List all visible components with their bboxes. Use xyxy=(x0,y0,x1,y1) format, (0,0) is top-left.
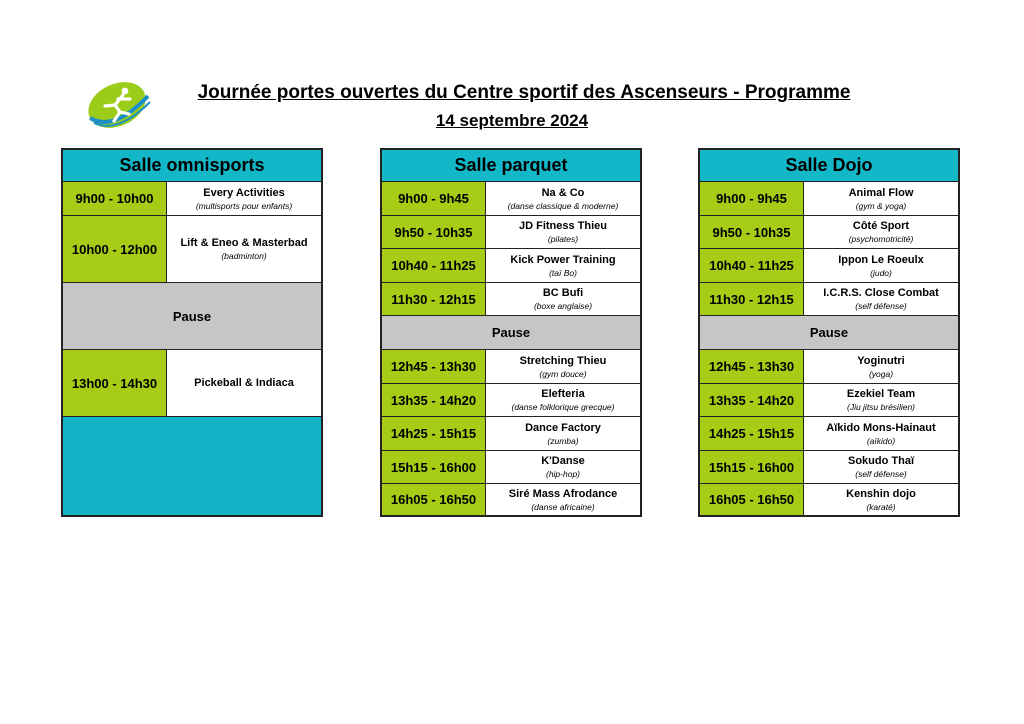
schedule-row xyxy=(382,216,640,249)
activity-detail: (judo) xyxy=(870,267,892,278)
schedule-row xyxy=(700,182,958,216)
schedule-row xyxy=(700,484,958,515)
activity-cell xyxy=(486,484,640,515)
time-slot: 11h30 - 12h15 xyxy=(700,283,804,315)
schedule-row xyxy=(382,417,640,451)
activity-cell xyxy=(804,484,958,515)
activity-name: Siré Mass Afrodance xyxy=(508,487,618,500)
activity-name: Sokudo Thaï xyxy=(848,455,914,467)
time-slot: 13h35 - 14h20 xyxy=(382,384,486,416)
activity-cell xyxy=(804,451,958,483)
schedule-row xyxy=(63,216,321,283)
activity-cell xyxy=(486,417,640,450)
activity-name: Kick Power Training xyxy=(510,253,616,266)
activity-name: Animal Flow xyxy=(848,186,914,199)
time-slot: 15h15 - 16h00 xyxy=(382,451,486,483)
time-slot: 15h15 - 16h00 xyxy=(700,451,804,483)
activity-detail: (yoga) xyxy=(868,368,894,379)
activity-name: Kenshin dojo xyxy=(846,487,916,500)
activity-detail: (self défense) xyxy=(855,469,907,479)
activity-cell xyxy=(804,417,958,450)
activity-cell xyxy=(804,249,958,282)
activity-detail: (pilates) xyxy=(547,234,579,244)
activity-cell xyxy=(167,216,321,282)
time-slot: 13h35 - 14h20 xyxy=(700,384,804,416)
activity-name: BC Bufi xyxy=(542,287,584,299)
activity-detail: (hip-hop) xyxy=(545,469,581,479)
schedule-row xyxy=(700,417,958,451)
schedule-row xyxy=(700,216,958,249)
time-slot: 10h40 - 11h25 xyxy=(382,249,486,282)
hall-dojo-table xyxy=(698,148,960,517)
schedule-row xyxy=(382,182,640,216)
activity-cell xyxy=(804,350,958,383)
time-slot: 14h25 - 15h15 xyxy=(700,417,804,450)
activity-detail: (badminton) xyxy=(221,251,267,261)
activity-cell xyxy=(486,451,640,483)
activity-name: JD Fitness Thieu xyxy=(518,220,608,232)
activity-name: Elefteria xyxy=(541,388,585,400)
time-slot: 10h00 - 12h00 xyxy=(63,216,167,282)
activity-cell xyxy=(486,249,640,282)
hall-title: Salle parquet xyxy=(382,150,640,182)
activity-detail: (taï Bo) xyxy=(549,267,577,278)
schedule-row xyxy=(382,283,640,316)
activity-cell xyxy=(486,216,640,248)
activity-name: Aïkido Mons-Hainaut xyxy=(826,421,936,434)
activity-cell xyxy=(167,182,321,215)
activity-cell xyxy=(486,283,640,315)
pause-row: Pause xyxy=(700,316,958,350)
schedule-row xyxy=(700,249,958,283)
schedule-row xyxy=(382,451,640,484)
activity-detail: (gym & yoga) xyxy=(855,200,907,211)
schedule-row xyxy=(63,350,321,417)
activity-cell xyxy=(167,350,321,416)
activity-detail: (boxe anglaise) xyxy=(533,301,593,311)
page-title: Journée portes ouvertes du Centre sportif des Ascenseurs - Programme xyxy=(197,82,851,103)
activity-cell xyxy=(486,350,640,383)
activity-detail: (danse classique & moderne) xyxy=(507,200,619,211)
activity-name: I.C.R.S. Close Combat xyxy=(823,287,939,299)
time-slot: 16h05 - 16h50 xyxy=(700,484,804,515)
activity-detail: (self défense) xyxy=(855,301,907,311)
time-slot: 9h50 - 10h35 xyxy=(700,216,804,248)
activity-detail: (psychomotricité) xyxy=(848,234,914,244)
pause-row: Pause xyxy=(382,316,640,350)
schedule-row xyxy=(382,384,640,417)
schedule-row xyxy=(382,350,640,384)
schedule-row xyxy=(700,283,958,316)
activity-cell xyxy=(486,384,640,416)
activity-name: K'Danse xyxy=(541,455,585,467)
activity-name: Stretching Thieu xyxy=(519,354,607,367)
time-slot: 12h45 - 13h30 xyxy=(382,350,486,383)
schedule-row xyxy=(63,182,321,216)
activity-cell xyxy=(486,182,640,215)
activity-detail: (gym douce) xyxy=(539,368,587,379)
activity-name: Lift & Eneo & Masterbad xyxy=(180,237,308,249)
activity-detail: (aïkido) xyxy=(866,435,896,446)
activity-name: Yoginutri xyxy=(857,354,905,367)
pause-row: Pause xyxy=(63,283,321,350)
activity-name: Pickeball & Indiaca xyxy=(194,377,294,389)
activity-cell xyxy=(804,216,958,248)
hall-omnisports-table xyxy=(61,148,323,517)
activity-detail: (multisports pour enfants) xyxy=(195,200,293,211)
activity-detail: (karaté) xyxy=(866,501,896,512)
activity-name: Na & Co xyxy=(541,186,585,199)
activity-detail: (danse africaine) xyxy=(531,501,595,512)
schedule-row xyxy=(700,384,958,417)
empty-filler xyxy=(63,417,321,515)
activity-cell xyxy=(804,283,958,315)
activity-cell xyxy=(804,384,958,416)
time-slot: 12h45 - 13h30 xyxy=(700,350,804,383)
hall-title: Salle omnisports xyxy=(63,150,321,182)
time-slot: 9h50 - 10h35 xyxy=(382,216,486,248)
schedule-row xyxy=(700,350,958,384)
activity-name: Dance Factory xyxy=(525,421,601,434)
hall-parquet-table xyxy=(380,148,642,517)
time-slot: 9h00 - 10h00 xyxy=(63,182,167,215)
time-slot: 14h25 - 15h15 xyxy=(382,417,486,450)
schedule-row xyxy=(382,249,640,283)
hall-title: Salle Dojo xyxy=(700,150,958,182)
activity-name: Côté Sport xyxy=(852,220,910,232)
activity-cell xyxy=(804,182,958,215)
event-date: 14 septembre 2024 xyxy=(435,111,589,130)
activity-detail: (danse folklorique grecque) xyxy=(511,402,615,412)
time-slot: 13h00 - 14h30 xyxy=(63,350,167,416)
activity-name: Ippon Le Roeulx xyxy=(838,253,924,266)
time-slot: 11h30 - 12h15 xyxy=(382,283,486,315)
time-slot: 16h05 - 16h50 xyxy=(382,484,486,515)
schedule-row xyxy=(382,484,640,515)
time-slot: 10h40 - 11h25 xyxy=(700,249,804,282)
time-slot: 9h00 - 9h45 xyxy=(382,182,486,215)
activity-name: Ezekiel Team xyxy=(846,388,916,400)
activity-name: Every Activities xyxy=(203,186,285,199)
schedule-row xyxy=(700,451,958,484)
time-slot: 9h00 - 9h45 xyxy=(700,182,804,215)
activity-detail: (Jiu jitsu brésilien) xyxy=(846,402,916,412)
activity-detail: (zumba) xyxy=(547,435,579,446)
